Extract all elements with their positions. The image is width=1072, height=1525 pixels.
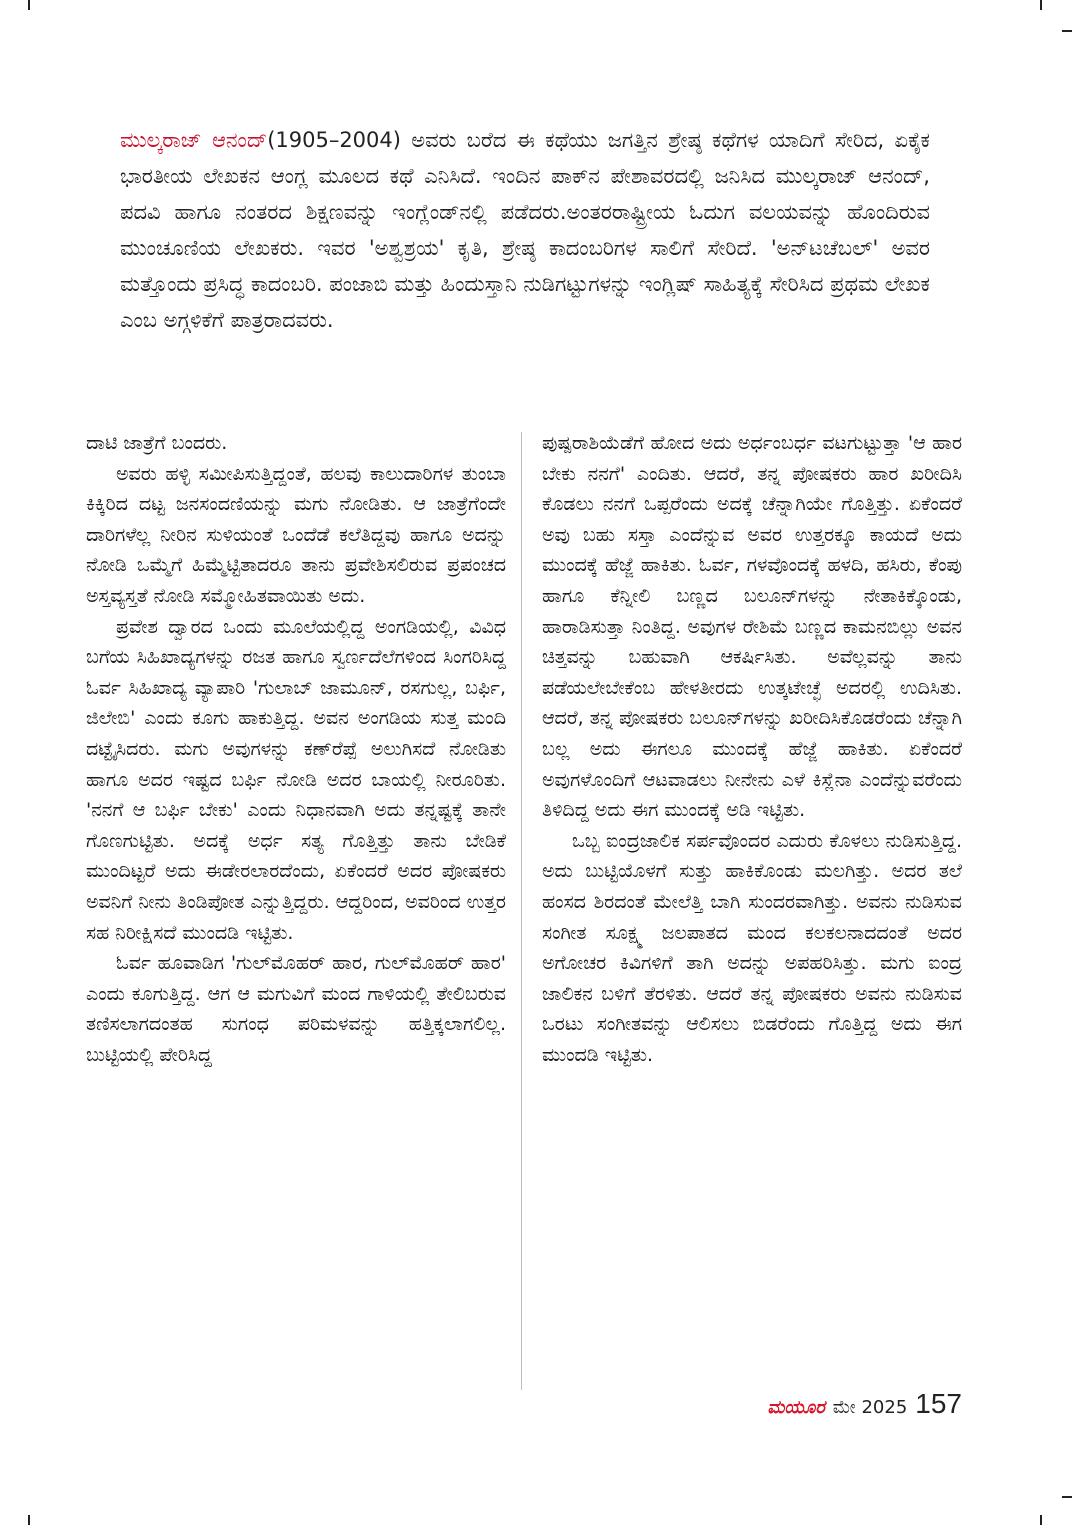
paragraph: ಒಬ್ಬ ಐಂದ್ರಜಾಲಿಕ ಸರ್ಪವೊಂದರ ಎದುರು ಕೊಳಲು ನುಡಿಸುತ್ತಿದ್ದ. ಅದು ಬುಟ್ಟಿಯೊಳಗೆ ಸುತ್ತು ಹಾಕಿಕೊಂಡು ಮಲಗಿತ್ತು. ಅದರ ತಲೆ ಹಂಸದ ಶಿರದಂತೆ ಮೇಲೆತ್ತಿ ಬಾಗಿ ಸುಂದರವಾಗಿತ್ತು. ಅವನು ನುಡಿಸುವ ಸಂಗೀತ ಸೂಕ್ಷ್ಮ ಜಲಪಾತದ ಮಂದ ಕಲಕಲನಾದದಂತೆ ಅದರ ಅಗೋಚರ ಕಿವಿಗಳಿಗೆ ತಾಗಿ ಅದನ್ನು ಅಪಹರಿಸಿತ್ತು. ಮಗು ಐಂದ್ರ ಜಾಲಿಕನ ಬಳಿಗೆ ತೆರಳಿತು. ಆದರೆ ತನ್ನ ಪೋಷಕರು ಅವನು ನುಡಿಸುವ ಒರಟು ಸಂಗೀತವನ್ನು ಆಲಿಸಲು ಬಿಡರೆಂದು ಗೊತ್ತಿದ್ದ ಅದು ಈಗ ಮುಂದಡಿ ಇಟ್ಟಿತು. [542, 829, 962, 1066]
issue-date: ಮೇ 2025 [832, 1397, 908, 1418]
author-bio-text: (1905–2004) ಅವರು ಬರೆದ ಈ ಕಥೆಯು ಜಗತ್ತಿನ ಶ್ರೇಷ್ಠ ಕಥೆಗಳ ಯಾದಿಗೆ ಸೇರಿದ, ಏಕೈಕ ಭಾರತೀಯ ಲೇಖಕನ ಆಂಗ್ಲ ಮೂಲದ ಕಥೆ ಎನಿಸಿದೆ. ಇಂದಿನ ಪಾಕ್‌ನ ಪೇಶಾವರದಲ್ಲಿ ಜನಿಸಿದ ಮುಲ್ಕರಾಜ್ ಆನಂದ್, ಪದವಿ ಹಾಗೂ ನಂತರದ ಶಿಕ್ಷಣವನ್ನು ಇಂಗ್ಲೆಂಡ್‌ನಲ್ಲಿ ಪಡೆದರು.ಅಂತರರಾಷ್ಟ್ರೀಯ ಓದುಗ ವಲಯವನ್ನು ಹೊಂದಿರುವ ಮುಂಚೂಣಿಯ ಲೇಖಕರು. ಇವರ 'ಅಶ್ವಶ್ರಯ' ಕೃತಿ, ಶ್ರೇಷ್ಠ ಕಾದಂಬರಿಗಳ ಸಾಲಿಗೆ ಸೇರಿದೆ. 'ಅನ್‌ಟಚೆಬಲ್' ಅವರ ಮತ್ತೊಂದು ಪ್ರಸಿದ್ಧ ಕಾದಂಬರಿ. ಪಂಜಾಬಿ ಮತ್ತು ಹಿಂದುಸ್ತಾನಿ ನುಡಿಗಟ್ಟುಗಳನ್ನು ಇಂಗ್ಲಿಷ್ ಸಾಹಿತ್ಯಕ್ಕೆ ಸೇರಿಸಿದ ಪ್ರಥಮ ಲೇಖಕ ಎಂಬ ಅಗ್ಗಳಿಕೆಗೆ ಪಾತ್ರರಾದವರು. [120, 128, 930, 332]
left-column [86, 428, 506, 1070]
author-bio [120, 122, 930, 338]
crop-mark-right-top [1062, 30, 1072, 32]
page-number: 157 [915, 1388, 962, 1419]
paragraph: ಪುಷ್ಪರಾಶಿಯೆಡೆಗೆ ಹೋದ ಅದು ಅರ್ಧಂಬರ್ಧ ವಟಗುಟ್ಟುತ್ತಾ 'ಆ ಹಾರ ಬೇಕು ನನಗೆ' ಎಂದಿತು. ಆದರೆ, ತನ್ನ ಪೋಷಕರು ಹಾರ ಖರೀದಿಸಿ ಕೊಡಲು ನನಗೆ ಒಪ್ಪರೆಂದು ಅದಕ್ಕೆ ಚೆನ್ನಾಗಿಯೇ ಗೊತ್ತಿತ್ತು. ಏಕೆಂದರೆ ಅವು ಬಹು ಸಸ್ತಾ ಎಂದೆನ್ನುವ ಅವರ ಉತ್ತರಕ್ಕೂ ಕಾಯದೆ ಅದು ಮುಂದಕ್ಕೆ ಹೆಜ್ಜೆ ಹಾಕಿತು. ಓರ್ವ, ಗಳವೊಂದಕ್ಕೆ ಹಳದಿ, ಹಸಿರು, ಕೆಂಪು ಹಾಗೂ ಕೆನ್ನೀಲಿ ಬಣ್ಣದ ಬಲೂನ್‌ಗಳನ್ನು ನೇತಾಕಿಕ್ಕೊಂಡು, ಹಾರಾಡಿಸುತ್ತಾ ನಿಂತಿದ್ದ. ಅವುಗಳ ರೇಶಿಮೆ ಬಣ್ಣದ ಕಾಮನಬಿಲ್ಲು ಅವನ ಚಿತ್ತವನ್ನು ಬಹುವಾಗಿ ಆಕರ್ಷಿಸಿತು. ಅವೆಲ್ಲವನ್ನು ತಾನು ಪಡೆಯಲೇಬೇಕೆಂಬ ಹೇಳತೀರದು ಉತ್ಕಟೇಚ್ಛೆ ಅದರಲ್ಲಿ ಉದಿಸಿತು. ಆದರೆ, ತನ್ನ ಪೋಷಕರು ಬಲೂನ್‌ಗಳನ್ನು ಖರೀದಿಸಿಕೊಡರೆಂದು ಚೆನ್ನಾಗಿ ಬಲ್ಲ ಅದು ಈಗಲೂ ಮುಂದಕ್ಕೆ ಹೆಜ್ಜೆ ಹಾಕಿತು. ಏಕೆಂದರೆ ಅವುಗಳೊಂದಿಗೆ ಆಟವಾಡಲು ನೀನೇನು ಎಳೆ ಕಿಸ್ಲೆನಾ ಎಂದೆನ್ನುವರೆಂದು ತಿಳಿದಿದ್ದ ಅದು ಈಗ ಮುಂದಕ್ಕೆ ಅಡಿ ಇಟ್ಟಿತು. [542, 432, 962, 822]
crop-mark-top-left [28, 0, 30, 10]
crop-mark-bottom-left [28, 1515, 30, 1525]
paragraph: ಅವರು ಹಳ್ಳಿ ಸಮೀಪಿಸುತ್ತಿದ್ದಂತೆ, ಹಲವು ಕಾಲುದಾರಿಗಳ ತುಂಬಾ ಕಿಕ್ಕಿರಿದ ದಟ್ಟ ಜನಸಂದಣಿಯನ್ನು ಮಗು ನೋಡಿತು. ಆ ಜಾತ್ರೆಗೆಂದೇ ದಾರಿಗಳೆಲ್ಲ ನೀರಿನ ಸುಳಿಯಂತೆ ಒಂದೆಡೆ ಕಲೆತಿದ್ದವು ಹಾಗೂ ಅದನ್ನು ನೋಡಿ ಒಮ್ಮೆಗೆ ಹಿಮ್ಮೆಟ್ಟಿತಾದರೂ ತಾನು ಪ್ರವೇಶಿಸಲಿರುವ ಪ್ರಪಂಚದ ಅಸ್ತವ್ಯಸ್ತತೆ ನೋಡಿ ಸಮ್ಮೋಹಿತವಾಯಿತು ಅದು. [86, 462, 506, 607]
magazine-logo: ಮಯೂರ [767, 1397, 825, 1418]
paragraph: ಓರ್ವ ಹೂವಾಡಿಗ 'ಗುಲ್‌ಮೊಹರ್ ಹಾರ, ಗುಲ್‌ಮೊಹರ್ ಹಾರ' ಎಂದು ಕೂಗುತ್ತಿದ್ದ. ಆಗ ಆ ಮಗುವಿಗೆ ಮಂದ ಗಾಳಿಯಲ್ಲಿ ತೇಲಿಬರುವ ತಣಿಸಲಾಗದಂತಹ ಸುಗಂಧ ಪರಿಮಳವನ್ನು ಹತ್ತಿಕ್ಕಲಾಗಲಿಲ್ಲ. ಬುಟ್ಟಿಯಲ್ಲಿ ಪೇರಿಸಿದ್ದ [86, 952, 506, 1066]
crop-mark-right-bottom [1062, 1496, 1072, 1498]
column-divider [521, 432, 522, 1390]
right-column [542, 428, 962, 1070]
page-footer [767, 1388, 962, 1428]
paragraph: ದಾಟಿ ಜಾತ್ರೆಗೆ ಬಂದರು. [86, 432, 228, 454]
crop-mark-top-right [1040, 0, 1042, 10]
crop-mark-bottom-right [1040, 1515, 1042, 1525]
author-name: ಮುಲ್ಕರಾಜ್ ಆನಂದ್ [120, 128, 268, 152]
paragraph: ಪ್ರವೇಶ ದ್ವಾರದ ಒಂದು ಮೂಲೆಯಲ್ಲಿದ್ದ ಅಂಗಡಿಯಲ್ಲಿ, ವಿವಿಧ ಬಗೆಯ ಸಿಹಿಖಾದ್ಯಗಳನ್ನು ರಜತ ಹಾಗೂ ಸ್ವರ್ಣದೆಲೆಗಳಿಂದ ಸಿಂಗರಿಸಿದ್ದ ಓರ್ವ ಸಿಹಿಖಾದ್ಯ ವ್ಯಾಪಾರಿ 'ಗುಲಾಬ್ ಜಾಮೂನ್, ರಸಗುಲ್ಲ, ಬರ್ಫಿ, ಜಿಲೇಬಿ' ಎಂದು ಕೂಗು ಹಾಕುತ್ತಿದ್ದ. ಅವನ ಅಂಗಡಿಯ ಸುತ್ತ ಮಂದಿ ದಟ್ಟೈಸಿದರು. ಮಗು ಅವುಗಳನ್ನು ಕಣ್‌ರೆಪ್ಪೆ ಅಲುಗಿಸದೆ ನೋಡಿತು ಹಾಗೂ ಅದರ ಇಷ್ಟದ ಬರ್ಫಿ ನೋಡಿ ಅದರ ಬಾಯಲ್ಲಿ ನೀರೂರಿತು. 'ನನಗೆ ಆ ಬರ್ಫಿ ಬೇಕು' ಎಂದು ನಿಧಾನವಾಗಿ ಅದು ತನ್ನಷ್ಟಕ್ಕೆ ತಾನೇ ಗೊಣಗುಟ್ಟಿತು. ಅದಕ್ಕೆ ಅರ್ಧ ಸತ್ಯ ಗೊತ್ತಿತ್ತು ತಾನು ಬೇಡಿಕೆ ಮುಂದಿಟ್ಟರೆ ಅದು ಈಡೇರಲಾರದೆಂದು, ಏಕೆಂದರೆ ಅದರ ಪೋಷಕರು ಅವನಿಗೆ ನೀನು ತಿಂಡಿಪೋತ ಎನ್ನುತ್ತಿದ್ದರು. ಆದ್ದರಿಂದ, ಅವರಿಂದ ಉತ್ತರ ಸಹ ನಿರೀಕ್ಷಿಸದೆ ಮುಂದಡಿ ಇಟ್ಟಿತು. [86, 615, 506, 944]
